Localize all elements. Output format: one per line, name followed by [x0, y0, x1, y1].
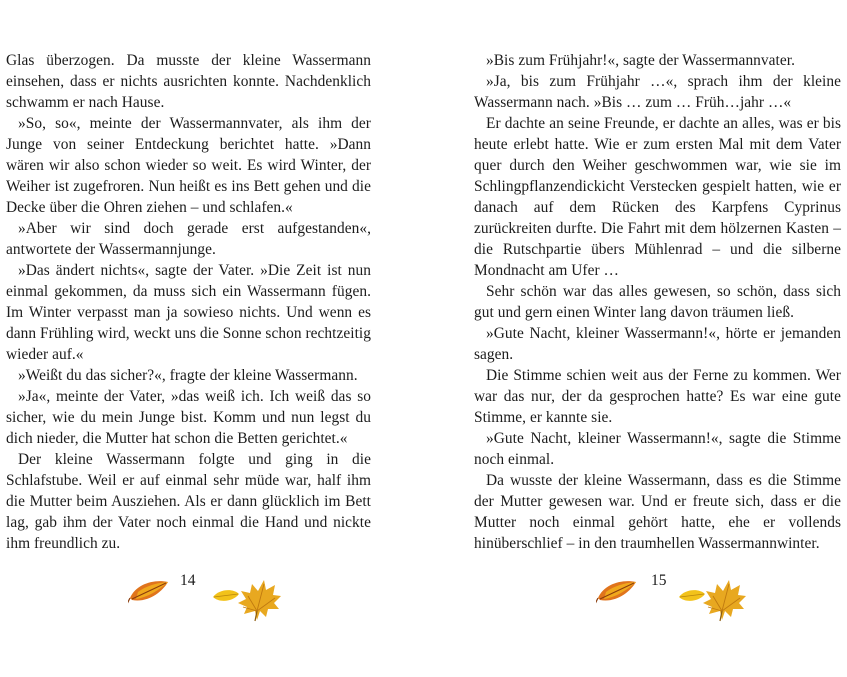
autumn-leaf-icon — [596, 577, 640, 607]
maple-leaf-icon — [700, 578, 748, 622]
paragraph: »Ja, bis zum Frühjahr …«, sprach ihm der kleine Wassermann nach. »Bis … zum … Früh…jahr …« — [474, 73, 841, 111]
paragraph: »Gute Nacht, kleiner Wassermann!«, hörte er jemanden sagen. — [474, 325, 841, 363]
paragraph: Der kleine Wassermann folgte und ging in die Schlafstube. Weil er auf einmal sehr müde war, half ihm die Mutter beim Ausziehen. Als er dann glücklich im Bett lag, gab ihm der Vater noch einmal die Hand und nickte ihm freundlich zu. — [6, 451, 371, 552]
paragraph: »So, so«, meinte der Wassermannvater, als ihm der Junge von seiner Entdeckung berichtet hatte. »Dann wären wir also schon wieder so weit. Es wird Winter, der Weiher ist zugefroren. Nun heißt es ins Bett gehen und die Decke über die Ohren ziehen – und schlafen.« — [6, 115, 371, 216]
left-page — [6, 50, 371, 554]
paragraph: Da wusste der kleine Wassermann, dass es die Stimme der Mutter gewesen war. Und er freute sich, dass er die Mutter noch einmal gehört hatte, ehe er vollends hinüberschlief – in den traumhellen Wassermannwinter. — [474, 472, 841, 552]
paragraph: »Bis zum Frühjahr!«, sagte der Wassermannvater. — [486, 52, 795, 69]
paragraph: »Aber wir sind doch gerade erst aufgestanden«, antwortete der Wassermannjunge. — [6, 220, 371, 258]
paragraph: »Das ändert nichts«, sagte der Vater. »Die Zeit ist nun einmal gekommen, da muss sich ein Wassermann fügen. Im Winter verpasst man ja sowieso nichts. Und wenn es dann Frühling wird, weckt uns die Sonne schon rechtzeitig wieder auf.« — [6, 262, 371, 363]
autumn-leaf-icon — [128, 577, 172, 607]
right-page — [474, 50, 841, 554]
paragraph: »Weißt du das sicher?«, fragte der kleine Wassermann. — [18, 367, 358, 384]
paragraph: »Gute Nacht, kleiner Wassermann!«, sagte die Stimme noch einmal. — [474, 430, 841, 468]
paragraph: Die Stimme schien weit aus der Ferne zu kommen. Wer war das nur, der da gesprochen hatte? Es war eine gute Stimme, er kannte sie. — [474, 367, 841, 426]
paragraph: Er dachte an seine Freunde, er dachte an alles, was er bis heute erlebt hatte. Wie er zum ersten Mal mit dem Vater quer durch den Weiher geschwommen war, wie sie im Schlingpflanzendickicht Verstecken gespielt hatten, wie er danach auf dem Rücken des Karpfens Cyprinus zurückreiten durfte. Die Fahrt mit dem hölzernen Kasten – die Rutschpartie übers Mühlenrad – und die silberne Mondnacht am Ufer … — [474, 115, 841, 279]
paragraph: Sehr schön war das alles gewesen, so schön, dass sich gut und gern einen Winter lang davon träumen ließ. — [474, 283, 841, 321]
page-number: 15 — [651, 572, 667, 589]
maple-leaf-icon — [235, 578, 283, 622]
paragraph: »Ja«, meinte der Vater, »das weiß ich. Ich weiß das so sicher, wie du mein Junge bist. Komm und nun legst du dich nieder, die Mutter hat schon die Betten gerichtet.« — [6, 388, 371, 447]
paragraph: Glas überzogen. Da musste der kleine Wassermann einsehen, dass er nichts ausrichten konnte. Nachdenklich schwamm er nach Hause. — [6, 52, 371, 111]
page-number: 14 — [180, 572, 196, 589]
